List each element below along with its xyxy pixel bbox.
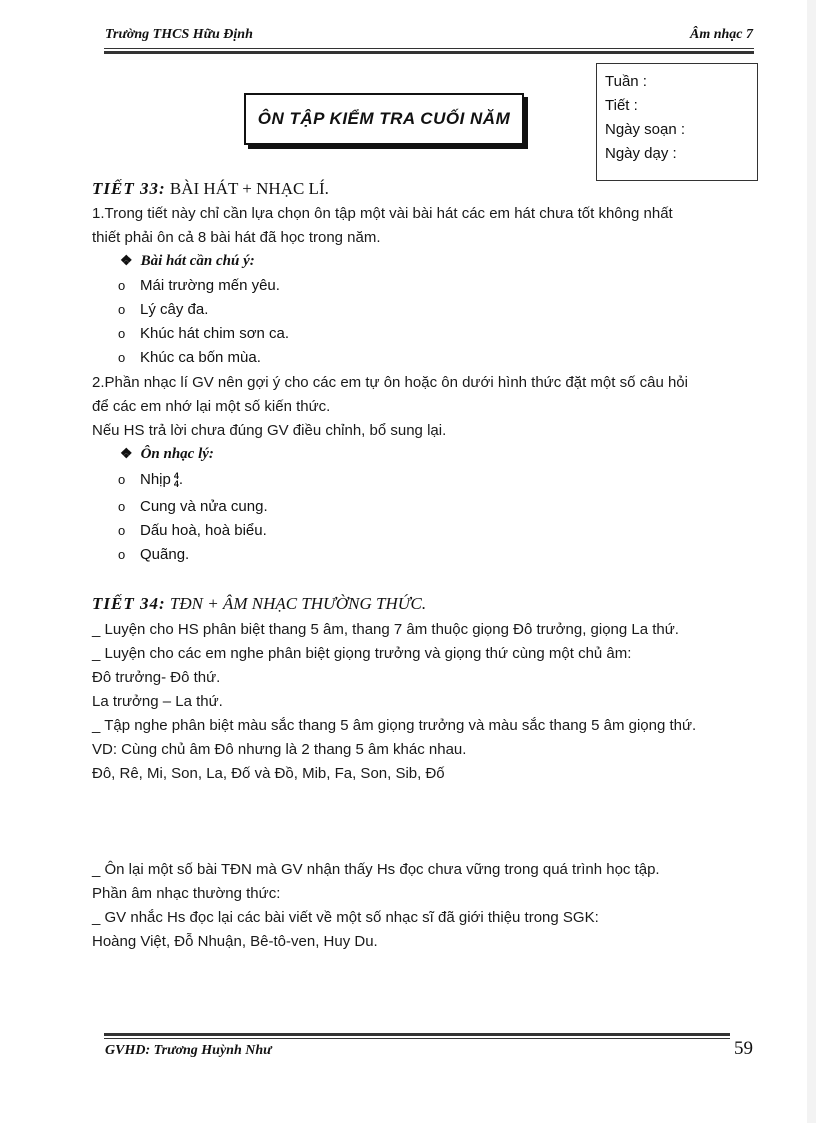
page-header: [105, 27, 753, 47]
title-box: [244, 93, 524, 145]
time-signature: 4 4: [173, 471, 179, 490]
section2-line-after: Phần âm nhạc thường thức:: [92, 885, 281, 902]
songs-subheading: [120, 253, 255, 270]
section1-para1-line2: thiết phải ôn cả 8 bài hát đã học trong năm.: [92, 229, 381, 246]
list-item: o Khúc hát chim sơn ca.: [118, 325, 290, 342]
school-name: Trường THCS Hữu Định: [105, 27, 253, 42]
diamond-bullet-icon: ❖: [120, 254, 133, 269]
list-item: o Mái trường mến yêu.: [118, 277, 280, 294]
page-number: 59: [734, 1038, 753, 1059]
circle-bullet-icon: o: [118, 350, 126, 365]
circle-bullet-icon: o: [118, 472, 126, 487]
footer-rule-thick: [104, 1033, 730, 1036]
header-rule-thick: [104, 51, 754, 54]
section1-heading: [92, 179, 329, 199]
section2-line: Đô trưởng- Đô thứ.: [92, 669, 221, 686]
section1-para2-line1: 2.Phần nhạc lí GV nên gợi ý cho các em tự ôn hoặc ôn dưới hình thức đặt một số câu hỏi: [92, 374, 688, 391]
theory-subheading: [120, 446, 214, 463]
section2-line: _ Luyện cho các em nghe phân biệt giọng trưởng và giọng thứ cùng một chủ âm:: [92, 645, 632, 662]
section1-title: BÀI HÁT + NHẠC LÍ.: [169, 179, 329, 198]
section2-title: TĐN + ÂM NHẠC THƯỜNG THỨC.: [169, 594, 427, 613]
teacher-name: GVHD: Trương Huỳnh Như: [105, 1043, 272, 1058]
circle-bullet-icon: o: [118, 278, 126, 293]
footer-rule-thin: [104, 1038, 730, 1039]
section2-tag: TIẾT 34:: [92, 594, 166, 613]
section1-para1-line1: 1.Trong tiết này chỉ cần lựa chọn ôn tập một vài bài hát các em hát chưa tốt không nhất: [92, 205, 673, 222]
section2-line: Đô, Rê, Mi, Son, La, Đố và Đồ, Mib, Fa, Son, Sib, Đố: [92, 765, 445, 782]
circle-bullet-icon: o: [118, 523, 126, 538]
list-item: o Nhịp 4 4.: [118, 471, 184, 490]
lesson-info-box: [596, 63, 758, 181]
section1-para2-line2: để các em nhớ lại một số kiến thức.: [92, 398, 331, 415]
period-label: Tiết :: [605, 97, 638, 114]
circle-bullet-icon: o: [118, 547, 126, 562]
circle-bullet-icon: o: [118, 326, 126, 341]
list-item: o Quãng.: [118, 546, 190, 563]
songs-title: Bài hát cần chú ý:: [140, 253, 255, 269]
page-title: ÔN TẬP KIỂM TRA CUỐI NĂM: [257, 109, 511, 128]
list-item: o Lý cây đa.: [118, 301, 209, 318]
section2-line: VD: Cùng chủ âm Đô nhưng là 2 thang 5 âm khác nhau.: [92, 741, 467, 758]
section2-line-after: Hoàng Việt, Đỗ Nhuận, Bê-tô-ven, Huy Du.: [92, 933, 378, 950]
week-label: Tuần :: [605, 73, 647, 90]
prepared-date-label: Ngày soạn :: [605, 121, 686, 138]
list-item: o Khúc ca bốn mùa.: [118, 349, 261, 366]
circle-bullet-icon: o: [118, 499, 126, 514]
taught-date-label: Ngày dạy :: [605, 145, 677, 162]
header-rule-thin: [104, 48, 754, 49]
page-edge: [807, 0, 816, 1123]
diamond-bullet-icon: ❖: [120, 447, 133, 462]
theory-title: Ôn nhạc lý:: [140, 446, 214, 462]
section2-line: _ Luyện cho HS phân biệt thang 5 âm, thang 7 âm thuộc giọng Đô trưởng, giọng La thứ.: [92, 621, 679, 638]
section2-line-after: _ GV nhắc Hs đọc lại các bài viết về một số nhạc sĩ đã giới thiệu trong SGK:: [92, 909, 599, 926]
section2-line-after: _ Ôn lại một số bài TĐN mà GV nhận thấy Hs đọc chưa vững trong quá trình học tập.: [92, 861, 660, 878]
list-item: o Dấu hoà, hoà biểu.: [118, 522, 267, 539]
list-item: o Cung và nửa cung.: [118, 498, 268, 515]
subject-name: Âm nhạc 7: [689, 27, 753, 42]
section1-tag: TIẾT 33:: [92, 179, 166, 198]
section2-line: _ Tập nghe phân biệt màu sắc thang 5 âm giọng trưởng và màu sắc thang 5 âm giọng thứ.: [92, 717, 697, 734]
section1-para2-line3: Nếu HS trả lời chưa đúng GV điều chỉnh, bổ sung lại.: [92, 422, 447, 439]
circle-bullet-icon: o: [118, 302, 126, 317]
section2-heading: [92, 594, 426, 614]
section2-line: La trưởng – La thứ.: [92, 693, 223, 710]
